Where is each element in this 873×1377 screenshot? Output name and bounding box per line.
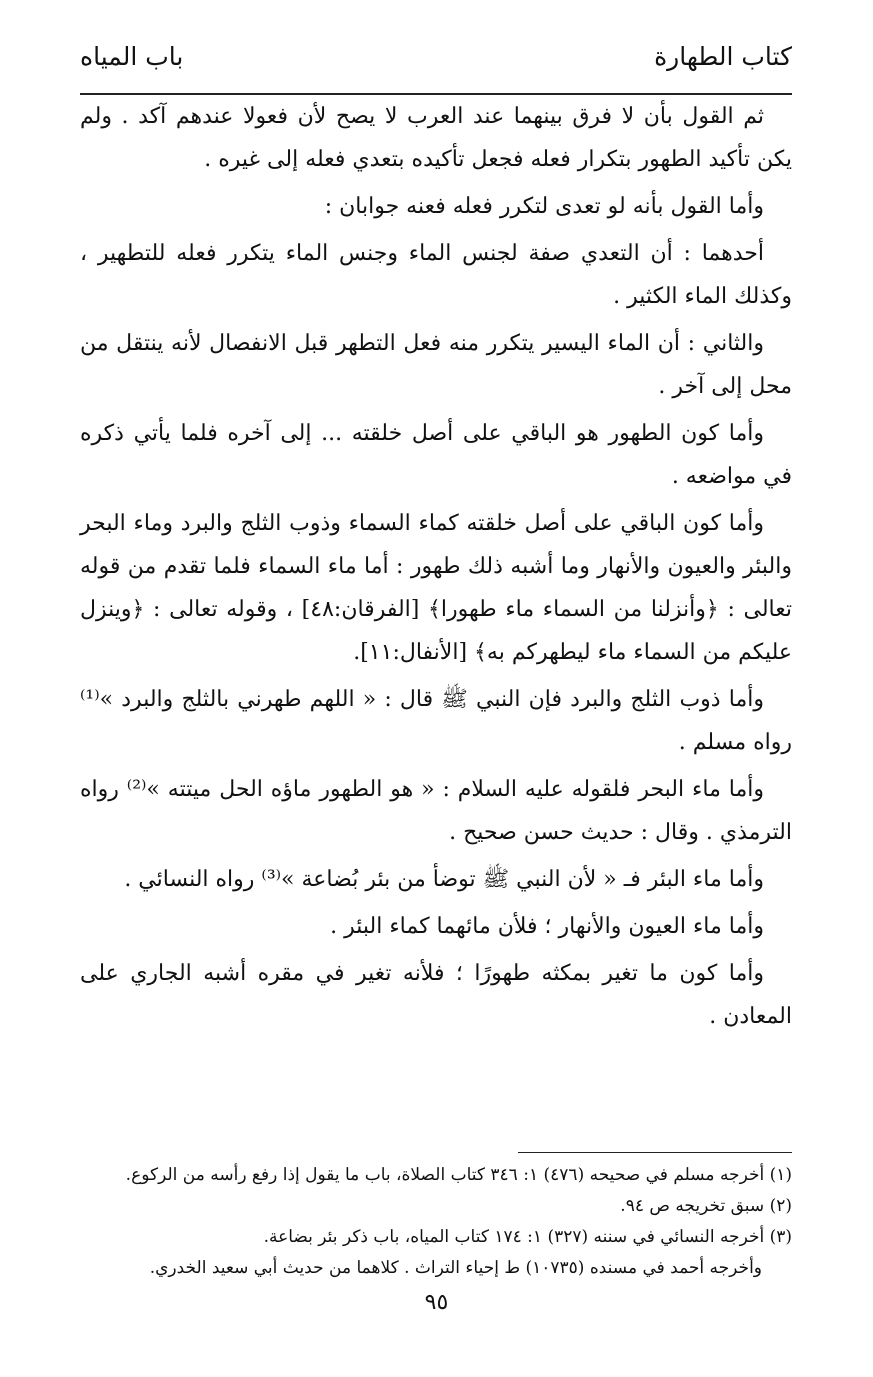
- page-number: ٩٥: [424, 1290, 449, 1315]
- paragraph: والثاني : أن الماء اليسير يتكرر منه فعل التطهر قبل الانفصال لأنه ينتقل من محل إلى آخر .: [80, 331, 792, 399]
- footnote-3: (٣) أخرجه النسائي في سننه (٣٢٧) ١: ١٧٤ كتاب المياه، باب ذكر بئر بضاعة.: [263, 1227, 792, 1247]
- main-text: [80, 95, 792, 1042]
- paragraph: وأما ذوب الثلج والبرد فإن النبي ﷺ قال : « اللهم طهرني بالثلج والبرد »⁽¹⁾ رواه مسلم .: [80, 687, 792, 755]
- paragraph: وأما القول بأنه لو تعدى لتكرر فعله فعنه جوابان :: [324, 194, 764, 219]
- paragraph: وأما كون الطهور هو الباقي على أصل خلقته ... إلى آخره فلما يأتي ذكره في مواضعه .: [80, 421, 792, 489]
- paragraph: وأما ماء البحر فلقوله عليه السلام : « هو الطهور ماؤه الحل ميتته »⁽²⁾ رواه الترمذي . وقال : حديث حسن صحيح .: [80, 777, 792, 845]
- footnote-1: (١) أخرجه مسلم في صحيحه (٤٧٦) ١: ٣٤٦ كتاب الصلاة، باب ما يقول إذا رفع رأسه من الركوع.: [125, 1165, 792, 1185]
- paragraph: ثم القول بأن لا فرق بينهما عند العرب لا يصح لأن فعولا عندهم آكد . ولم يكن تأكيد الطهور بتكرار فعله فجعل تأكيده بتعدي فعله إلى غيره .: [80, 104, 792, 172]
- footnote-rule: [518, 1152, 792, 1153]
- footnotes: [80, 1160, 792, 1284]
- paragraph: أحدهما : أن التعدي صفة لجنس الماء وجنس الماء يتكرر فعله للتطهير ، وكذلك الماء الكثير .: [80, 241, 792, 309]
- paragraph: وأما كون ما تغير بمكثه طهورًا ؛ فلأنه تغير في مقره أشبه الجاري على المعادن .: [80, 961, 792, 1029]
- footnote-3-continuation: وأخرجه أحمد في مسنده (١٠٧٣٥) ط إحياء التراث . كلاهما من حديث أبي سعيد الخدري.: [149, 1258, 762, 1278]
- running-header: [80, 42, 792, 82]
- footnote-2: (٢) سبق تخريجه ص ٩٤.: [620, 1196, 792, 1216]
- book-title: كتاب الطهارة: [654, 42, 792, 71]
- paragraph: وأما ماء البئر فـ « لأن النبي ﷺ توضأ من بئر بُضاعة »⁽³⁾ رواه النسائي .: [124, 867, 764, 892]
- paragraph: وأما كون الباقي على أصل خلقته كماء السماء وذوب الثلج والبرد وماء البحر والبئر والعيون والأنهار وما أشبه ذلك طهور : أما ماء السماء فلما تقدم من قوله تعالى : ﴿وأنزلنا من السماء ماء طهورا﴾ [الفرقان:٤٨] ، وقوله تعالى : ﴿وينزل عليكم من السماء ماء ليطهركم به﴾ [الأنفال:١١].: [80, 511, 792, 665]
- chapter-title: باب المياه: [80, 42, 184, 71]
- paragraph: وأما ماء العيون والأنهار ؛ فلأن مائهما كماء البئر .: [330, 914, 764, 939]
